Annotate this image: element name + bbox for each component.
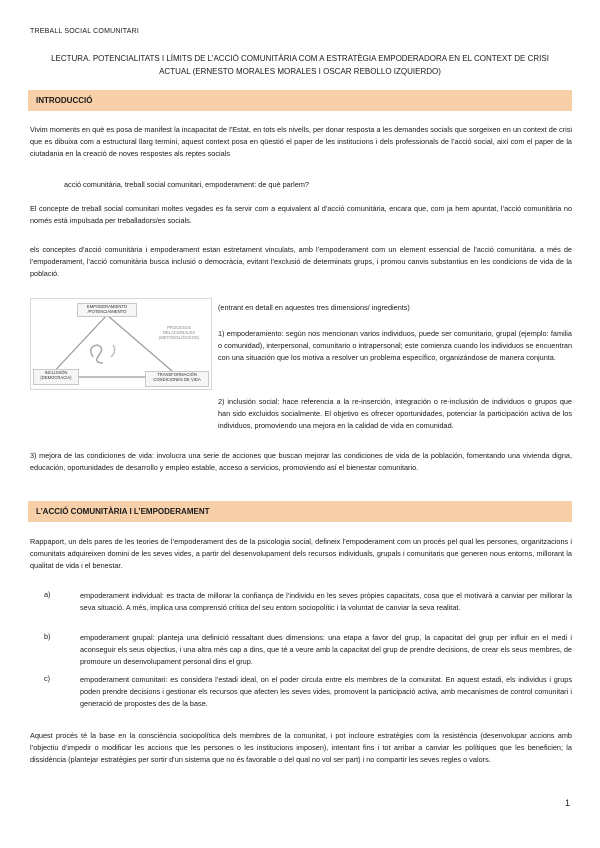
list-item-text: empoderament grupal: planteja una definició ressaltant dues dimensions: una etapa a favor del grup, la capacitat del grup per influir en el medi i aconseguir els seus objectius, i una altra més cap a dins, que té a veure amb la capacitat del grup de prendre decisions, de crear els seus membres, de promoure un desenvolupament personal dins el grup. bbox=[80, 633, 572, 667]
section-heading-intro-text: INTRODUCCIÓ bbox=[36, 96, 93, 105]
diagram-box-middle: PROCESOS RELACIONALES (METODOLÓGICOS) bbox=[155, 325, 203, 339]
diagram-box-top: EMPODERAMIENTO /POTENCIAMIENTO bbox=[77, 303, 137, 317]
list-item-marker: c) bbox=[44, 674, 51, 683]
dimension-1: 1) empoderamiento: según nos mencionan varios individuos, puede ser comunitario, grupal (ejemplo: familia o comunidad), interpersonal, comunitario o intrapersonal; este comienza cuando los individuos se encuentran con una situación que los motiva a resolver un problema específico, organizándose de manera conjunta. bbox=[218, 329, 572, 363]
diagram-box-right: TRANSFORMACIÓN CONDICIONES DE VIDA bbox=[145, 371, 209, 387]
running-header: TREBALL SOCIAL COMUNITARI bbox=[30, 28, 139, 35]
diagram-box-left: INCLUSIÓN (DEMOCRACIA) bbox=[33, 369, 79, 385]
empowerment-paragraph-2: Aquest procés té la base en la consciència sociopolítica dels membres de la comunitat, i pot incloure estratègies com la resistència (desenvolupar accions amb l’objectiu d’impedir o modificar les accions que les persones o les institucions imposen), intentant fins i tot arribar a canviar les polítiques que les beneficien; la dissidència (plantejar estratègies per sortir d’un sistema que no és favorable o del qual no vol ser part) i no compartir les seves regles o valors. bbox=[30, 731, 572, 765]
list-item-marker: a) bbox=[44, 590, 51, 599]
empowerment-diagram bbox=[30, 298, 212, 390]
section-heading-intro bbox=[28, 90, 572, 111]
intro-paragraph-1: Vivim moments en què es posa de manifest la incapacitat de l’Estat, en tots els nivells, per donar resposta a les demandes socials que sorgeixen en un context de crisi que es dibuixa com a estructural llarg termini, aquest context posa en qüestió el paper de les institucions i dels professionals de l’acció social, així com el paper de la ciutadania en la creació de noves respostes als reptes socials bbox=[30, 125, 572, 159]
section-heading-empowerment-text: L’ACCIÓ COMUNITÀRIA I L’EMPODERAMENT bbox=[36, 507, 210, 516]
list-item-text: empoderament individual: es tracta de millorar la confiança de l’individu en les seves pròpies capacitats, cosa que el motivarà a canviar per millorar la seva situació. A més, implica una comprensió crítica del seu entorn sociopolític i la voluntat de canviar la seva realitat. bbox=[80, 591, 572, 613]
intro-paragraph-3: els conceptes d’acció comunitària i empoderament estan estretament vinculats, amb l’empoderament com un element essencial de l’acció comunitària. a més de l’empoderament, l’acció comunitària busca inclusió o democràcia, evitant l’exclusió de determinats grups, i promou canvis substantius en les condicions de vida de la població. bbox=[30, 245, 572, 279]
list-item-text: empoderament comunitari: es considera l’estadi ideal, on el poder circula entre els membres de la comunitat. En aquest estadi, els individus i grups poden prendre decisions i gestionar els recursos que afecten les seves vides, promovent la participació activa, amb mecanismes de control comunitari i generació de propostes des de la base. bbox=[80, 675, 572, 709]
dimension-2-start: 2) inclusión social: hace referencia a la re-inserción, integración o re-inclusión de individuos o grupos que han sido excluidos socialmente. El objetivo es ofrecer oportunidades, potenciar la participación activa de los individuos, promoviendo una mejora en la calidad de vida en comunidad. bbox=[218, 397, 572, 431]
intro-subheading: acció comunitària, treball social comunitari, empoderament: de què parlem? bbox=[64, 180, 309, 189]
section-heading-empowerment bbox=[28, 501, 572, 522]
dimensions-note: (entrant en detall en aquestes tres dimensions/ ingredients) bbox=[218, 303, 410, 312]
document-title: LECTURA. POTENCIALITATS I LÍMITS DE L’ACCIÓ COMUNITÀRIA COM A ESTRATÈGIA EMPODERADORA EN EL CONTEXT DE CRISI ACTUAL (ERNESTO MORALES MORALES I OSCAR REBOLLO IZQUIERDO) bbox=[51, 54, 549, 76]
page-number: 1 bbox=[564, 798, 570, 808]
intro-paragraph-2: El concepte de treball social comunitari moltes vegades es fa servir com a equivalent al d’acció comunitària, encara que, com ja hem apuntat, l’acció comunitària no només està impulsada per treballadors/es socials. bbox=[30, 204, 572, 226]
list-item-marker: b) bbox=[44, 632, 51, 641]
empowerment-paragraph-1: Rappaport, un dels pares de les teories de l’empoderament des de la psicologia social, defineix l’empoderament com un procés pel qual les persones, organitzacions i comunitats adquireixen domini de les seves vides, a partir del desenvolupament dels recursos individuals, grupals i comunitaris que generen nous entorns, millorant la qualitat de vida i el benestar. bbox=[30, 537, 572, 571]
dimension-3: 3) mejora de las condiciones de vida: involucra una serie de acciones que buscan mejorar las condiciones de vida de la población, fomentando una vivienda digna, educación, oportunidades de desarrollo y empleo estable, acceso a servicios, promoviendo así el bienestar comunitario. bbox=[30, 451, 572, 473]
